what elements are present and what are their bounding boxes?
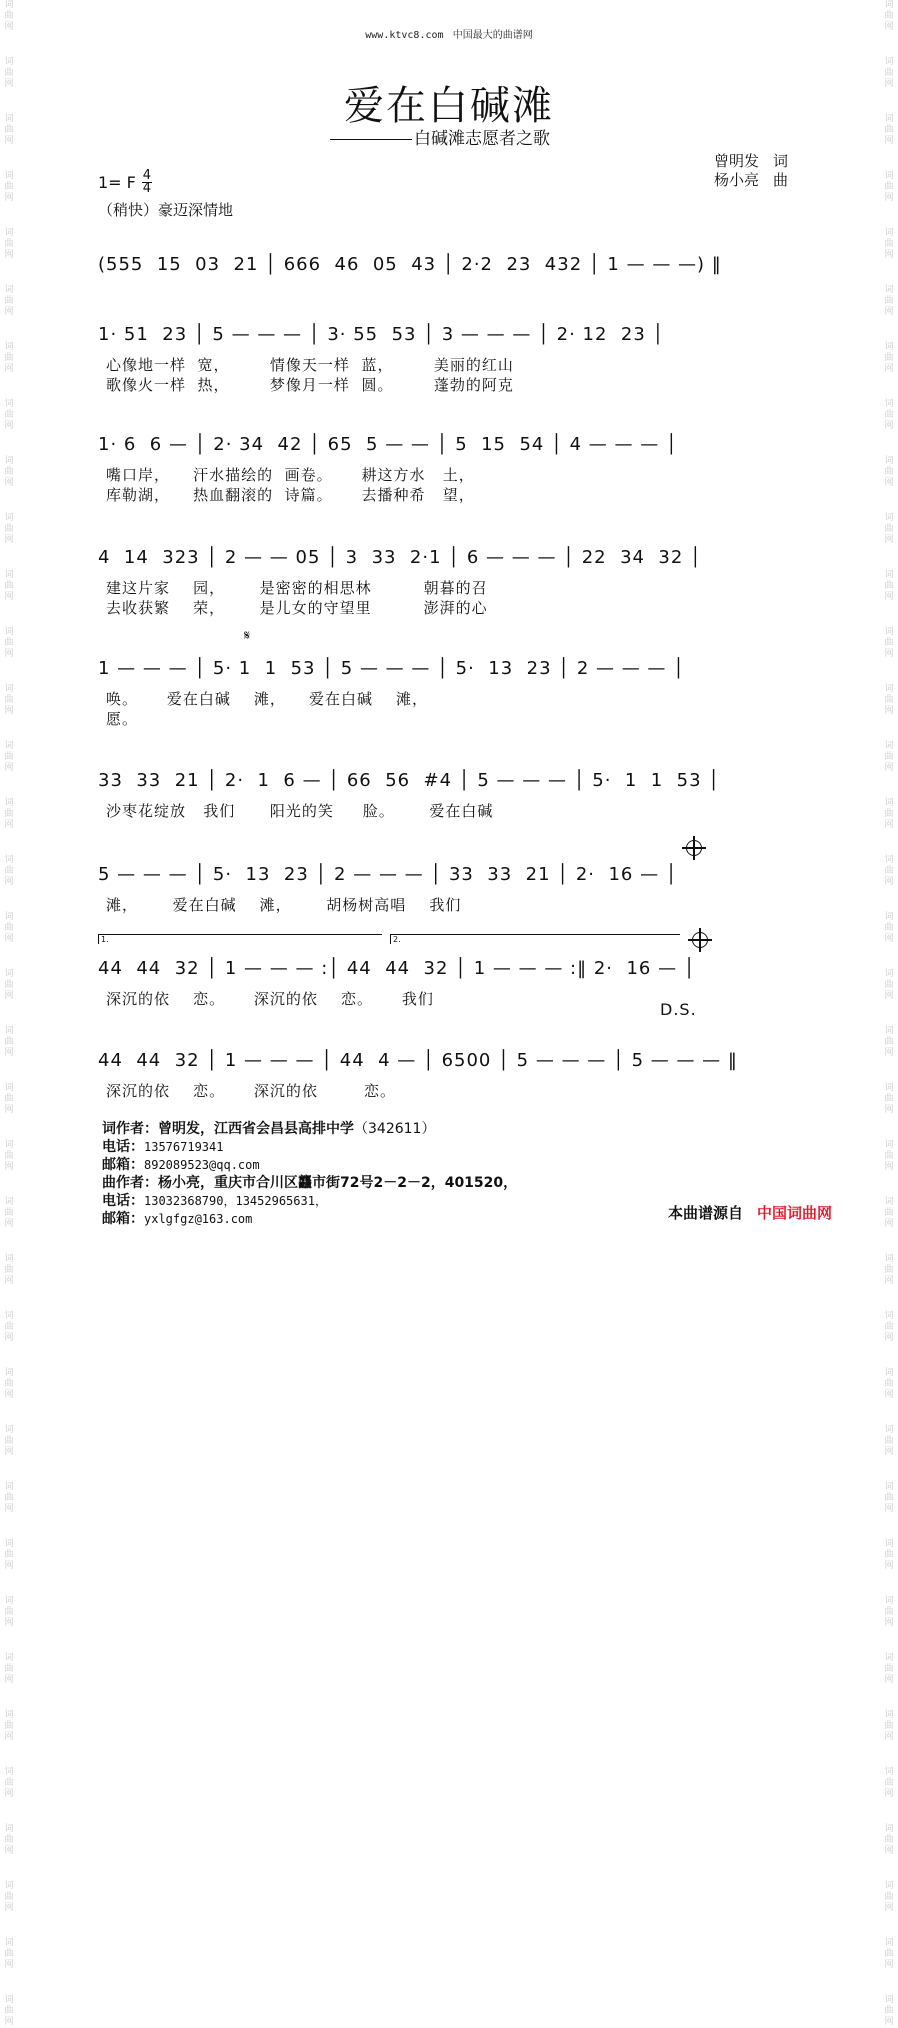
notation-line: 1· 51 23 │ 5 — — — │ 3· 55 53 │ 3 — — — │ 2· 12 23 │: [98, 324, 665, 345]
phone-label: 电话：: [102, 1193, 144, 1209]
source-credit: [668, 1202, 832, 1223]
watermark-text: 词 曲 网: [884, 741, 894, 773]
watermark-text: 词 曲 网: [884, 627, 894, 659]
site-tagline: 中国最大的曲谱网: [452, 30, 533, 41]
watermark-text: 词 曲 网: [4, 1140, 14, 1172]
watermark-text: 词 曲 网: [4, 0, 14, 32]
song-title: 爱在白碱滩: [344, 83, 554, 129]
composer-phone-row: [102, 1192, 517, 1210]
watermark-text: 词 曲 网: [4, 285, 14, 317]
watermark-text: 词 曲 网: [4, 912, 14, 944]
lyric-verse-2: 库勒湖， 热血翻滚的 诗篇。 去播种希 望，: [106, 486, 475, 504]
watermark-text: 词 曲 网: [4, 114, 14, 146]
lyric-verse-1: 建这片家 园， 是密密的相思林 朝暮的召: [106, 579, 488, 597]
watermark-text: 词 曲 网: [4, 1767, 14, 1799]
watermark-text: 词 曲 网: [884, 342, 894, 374]
watermark-text: 词 曲 网: [884, 1311, 894, 1343]
watermark-text: 词 曲 网: [4, 855, 14, 887]
watermark-text: 词 曲 网: [884, 855, 894, 887]
email-label: 邮箱：: [102, 1157, 144, 1173]
lyric-verse-1: 嘴口岸， 汗水描绘的 画卷。 耕这方水 土，: [106, 466, 475, 484]
watermark-text: 词 曲 网: [884, 1710, 894, 1742]
watermark-text: 词 曲 网: [884, 1881, 894, 1913]
lyricist-info: 曾明发，江西省会昌县高排中学: [158, 1121, 354, 1137]
notation-line: (555 15 03 21 │ 666 46 05 43 │ 2·2 23 432 │ 1 — — —) ‖: [98, 254, 722, 275]
lyricist-label: 词作者：: [102, 1121, 158, 1137]
composer-email-row: [102, 1210, 517, 1228]
watermark-text: 词 曲 网: [4, 228, 14, 260]
watermark-text: 词 曲 网: [884, 798, 894, 830]
watermark-text: 词 曲 网: [4, 1368, 14, 1400]
lyric-verse-1: 深沉的依 恋。 深沉的依 恋。 我们: [106, 990, 434, 1008]
lyricist-name: 曾明发: [714, 152, 760, 170]
watermark-text: 词 曲 网: [4, 1824, 14, 1856]
watermark-text: 词 曲 网: [4, 1026, 14, 1058]
watermark-text: 词 曲 网: [4, 399, 14, 431]
watermark-text: 词 曲 网: [4, 1425, 14, 1457]
composer-info: 杨小亮，重庆市合川区龘市街72号2－2－2，401520，: [158, 1175, 518, 1191]
coda-icon: [692, 932, 708, 948]
time-signature: [142, 170, 152, 195]
site-url[interactable]: www.ktvc8.com: [365, 30, 444, 41]
watermark-text: 词 曲 网: [884, 513, 894, 545]
volta-bracket-2: 2.: [390, 934, 680, 944]
lyricist-email[interactable]: 892089523@qq.com: [144, 1158, 260, 1172]
credit-lyricist: [714, 152, 788, 171]
notation-line: 44 44 32 │ 1 — — — :│ 44 44 32 │ 1 — — — :‖ 2· 16 — │: [98, 958, 696, 979]
watermark-text: 词 曲 网: [4, 342, 14, 374]
key-signature: [98, 170, 152, 195]
lyricist-zip: （342611）: [354, 1121, 436, 1137]
watermark-text: 词 曲 网: [4, 1881, 14, 1913]
notation-line: 44 44 32 │ 1 — — — │ 44 4 — │ 6500 │ 5 — — — │ 5 — — — ‖: [98, 1050, 738, 1071]
watermark-text: 词 曲 网: [884, 228, 894, 260]
watermark-text: 词 曲 网: [884, 1653, 894, 1685]
watermark-text: 词 曲 网: [4, 798, 14, 830]
notation-line: 1· 6 6 — │ 2· 34 42 │ 65 5 — — │ 5 15 54 │ 4 — — — │: [98, 434, 678, 455]
watermark-text: 词 曲 网: [4, 1482, 14, 1514]
volta-bracket-1: 1.: [98, 934, 382, 944]
watermark-text: 词 曲 网: [4, 1653, 14, 1685]
watermark-text: 词 曲 网: [884, 912, 894, 944]
email-label: 邮箱：: [102, 1211, 144, 1227]
watermark-text: 词 曲 网: [4, 1710, 14, 1742]
lyricist-phone: 13576719341: [144, 1140, 224, 1154]
watermark-text: 词 曲 网: [884, 1425, 894, 1457]
watermark-text: 词 曲 网: [884, 1368, 894, 1400]
time-top: 4: [142, 168, 152, 183]
watermark-text: 词 曲 网: [884, 1140, 894, 1172]
watermark-text: 词 曲 网: [884, 1083, 894, 1115]
lyricist-contact: [102, 1120, 517, 1138]
watermark-text: 词 曲 网: [884, 1026, 894, 1058]
watermark-text: 词 曲 网: [884, 57, 894, 89]
subtitle-dash: [330, 139, 412, 140]
lyric-verse-1: 心像地一样 宽， 情像天一样 蓝， 美丽的红山: [106, 356, 514, 374]
watermark-text: 词 曲 网: [884, 684, 894, 716]
watermark-text: 词 曲 网: [4, 684, 14, 716]
notation-line: 4 14 323 │ 2 — — 05 │ 3 33 2·1 │ 6 — — — │ 22 34 32 │: [98, 547, 702, 568]
subtitle-text: 白碱滩志愿者之歌: [414, 129, 550, 149]
watermark-text: 词 曲 网: [4, 1995, 14, 2027]
watermark-right: [882, 0, 896, 2027]
watermark-text: 词 曲 网: [4, 456, 14, 488]
key-text: 1= F: [98, 173, 136, 192]
watermark-text: 词 曲 网: [4, 969, 14, 1001]
watermark-text: 词 曲 网: [884, 1824, 894, 1856]
watermark-text: 词 曲 网: [884, 1767, 894, 1799]
tempo-marking: （稍快）豪迈深情地: [98, 201, 234, 219]
watermark-text: 词 曲 网: [4, 570, 14, 602]
watermark-text: 词 曲 网: [884, 1995, 894, 2027]
watermark-text: 词 曲 网: [4, 513, 14, 545]
composer-email[interactable]: yxlgfgz@163.com: [144, 1212, 253, 1226]
watermark-text: 词 曲 网: [4, 171, 14, 203]
watermark-text: 词 曲 网: [4, 1311, 14, 1343]
lyric-verse-1: 唤。 爱在白碱 滩， 爱在白碱 滩，: [106, 690, 429, 708]
watermark-text: 词 曲 网: [4, 1938, 14, 1970]
watermark-text: 词 曲 网: [884, 1938, 894, 1970]
watermark-text: 词 曲 网: [884, 1254, 894, 1286]
lyric-verse-1: 深沉的依 恋。 深沉的依 恋。: [106, 1082, 397, 1100]
credits: [714, 152, 788, 190]
watermark-text: 词 曲 网: [4, 1083, 14, 1115]
lyric-verse-1: 滩， 爱在白碱 滩， 胡杨树高唱 我们: [106, 896, 462, 914]
lyric-verse-1: 沙枣花绽放 我们 阳光的笑 脸。 爱在白碱: [106, 802, 494, 820]
composer-label: 曲作者：: [102, 1175, 158, 1191]
source-brand[interactable]: 中国词曲网: [757, 1204, 833, 1222]
author-contacts: [102, 1120, 517, 1228]
phone-label: 电话：: [102, 1139, 144, 1155]
watermark-text: 词 曲 网: [884, 1197, 894, 1229]
composer-role: 曲: [773, 171, 789, 189]
composer-name: 杨小亮: [714, 171, 760, 189]
credit-composer: [714, 171, 788, 190]
coda-icon: [686, 840, 702, 856]
watermark-text: 词 曲 网: [884, 0, 894, 32]
lyric-verse-2: 歌像火一样 热， 梦像月一样 圆。 蓬勃的阿克: [106, 376, 514, 394]
watermark-text: 词 曲 网: [4, 1539, 14, 1571]
notation-line: 5 — — — │ 5· 13 23 │ 2 — — — │ 33 33 21 │ 2· 16 — │: [98, 864, 678, 885]
notation-line: 33 33 21 │ 2· 1 6 — │ 66 56 #4 │ 5 — — — │ 5· 1 1 53 │: [98, 770, 721, 791]
lyricist-phone-row: [102, 1138, 517, 1156]
watermark-text: 词 曲 网: [884, 1539, 894, 1571]
lyric-verse-2: 去收获繁 荣， 是儿女的守望里 澎湃的心: [106, 599, 488, 617]
notation-line: 1 — — — │ 5· 1 1 53 │ 5 — — — │ 5· 13 23 │ 2 — — — │: [98, 658, 685, 679]
watermark-text: 词 曲 网: [884, 570, 894, 602]
watermark-text: 词 曲 网: [4, 1596, 14, 1628]
lyricist-email-row: [102, 1156, 517, 1174]
dal-segno-mark: D.S.: [660, 1000, 697, 1019]
lyricist-role: 词: [773, 152, 789, 170]
lyric-verse-2: 愿。: [106, 710, 139, 728]
segno-sign: 𝄋: [244, 628, 251, 644]
watermark-text: 词 曲 网: [884, 969, 894, 1001]
watermark-text: 词 曲 网: [884, 1596, 894, 1628]
watermark-text: 词 曲 网: [4, 1197, 14, 1229]
composer-phone: 13032368790，13452965631，: [144, 1194, 327, 1208]
watermark-text: 词 曲 网: [884, 114, 894, 146]
watermark-text: 词 曲 网: [4, 57, 14, 89]
watermark-left: [2, 0, 16, 2027]
watermark-text: 词 曲 网: [4, 627, 14, 659]
watermark-text: 词 曲 网: [884, 285, 894, 317]
watermark-text: 词 曲 网: [884, 399, 894, 431]
watermark-text: 词 曲 网: [884, 1482, 894, 1514]
watermark-text: 词 曲 网: [884, 456, 894, 488]
site-header: [0, 26, 898, 41]
composer-contact: [102, 1174, 517, 1192]
source-label: 本曲谱源自: [668, 1204, 744, 1222]
time-bottom: 4: [142, 181, 152, 196]
watermark-text: 词 曲 网: [4, 741, 14, 773]
song-subtitle: [330, 124, 550, 149]
watermark-text: 词 曲 网: [4, 1254, 14, 1286]
watermark-text: 词 曲 网: [884, 171, 894, 203]
